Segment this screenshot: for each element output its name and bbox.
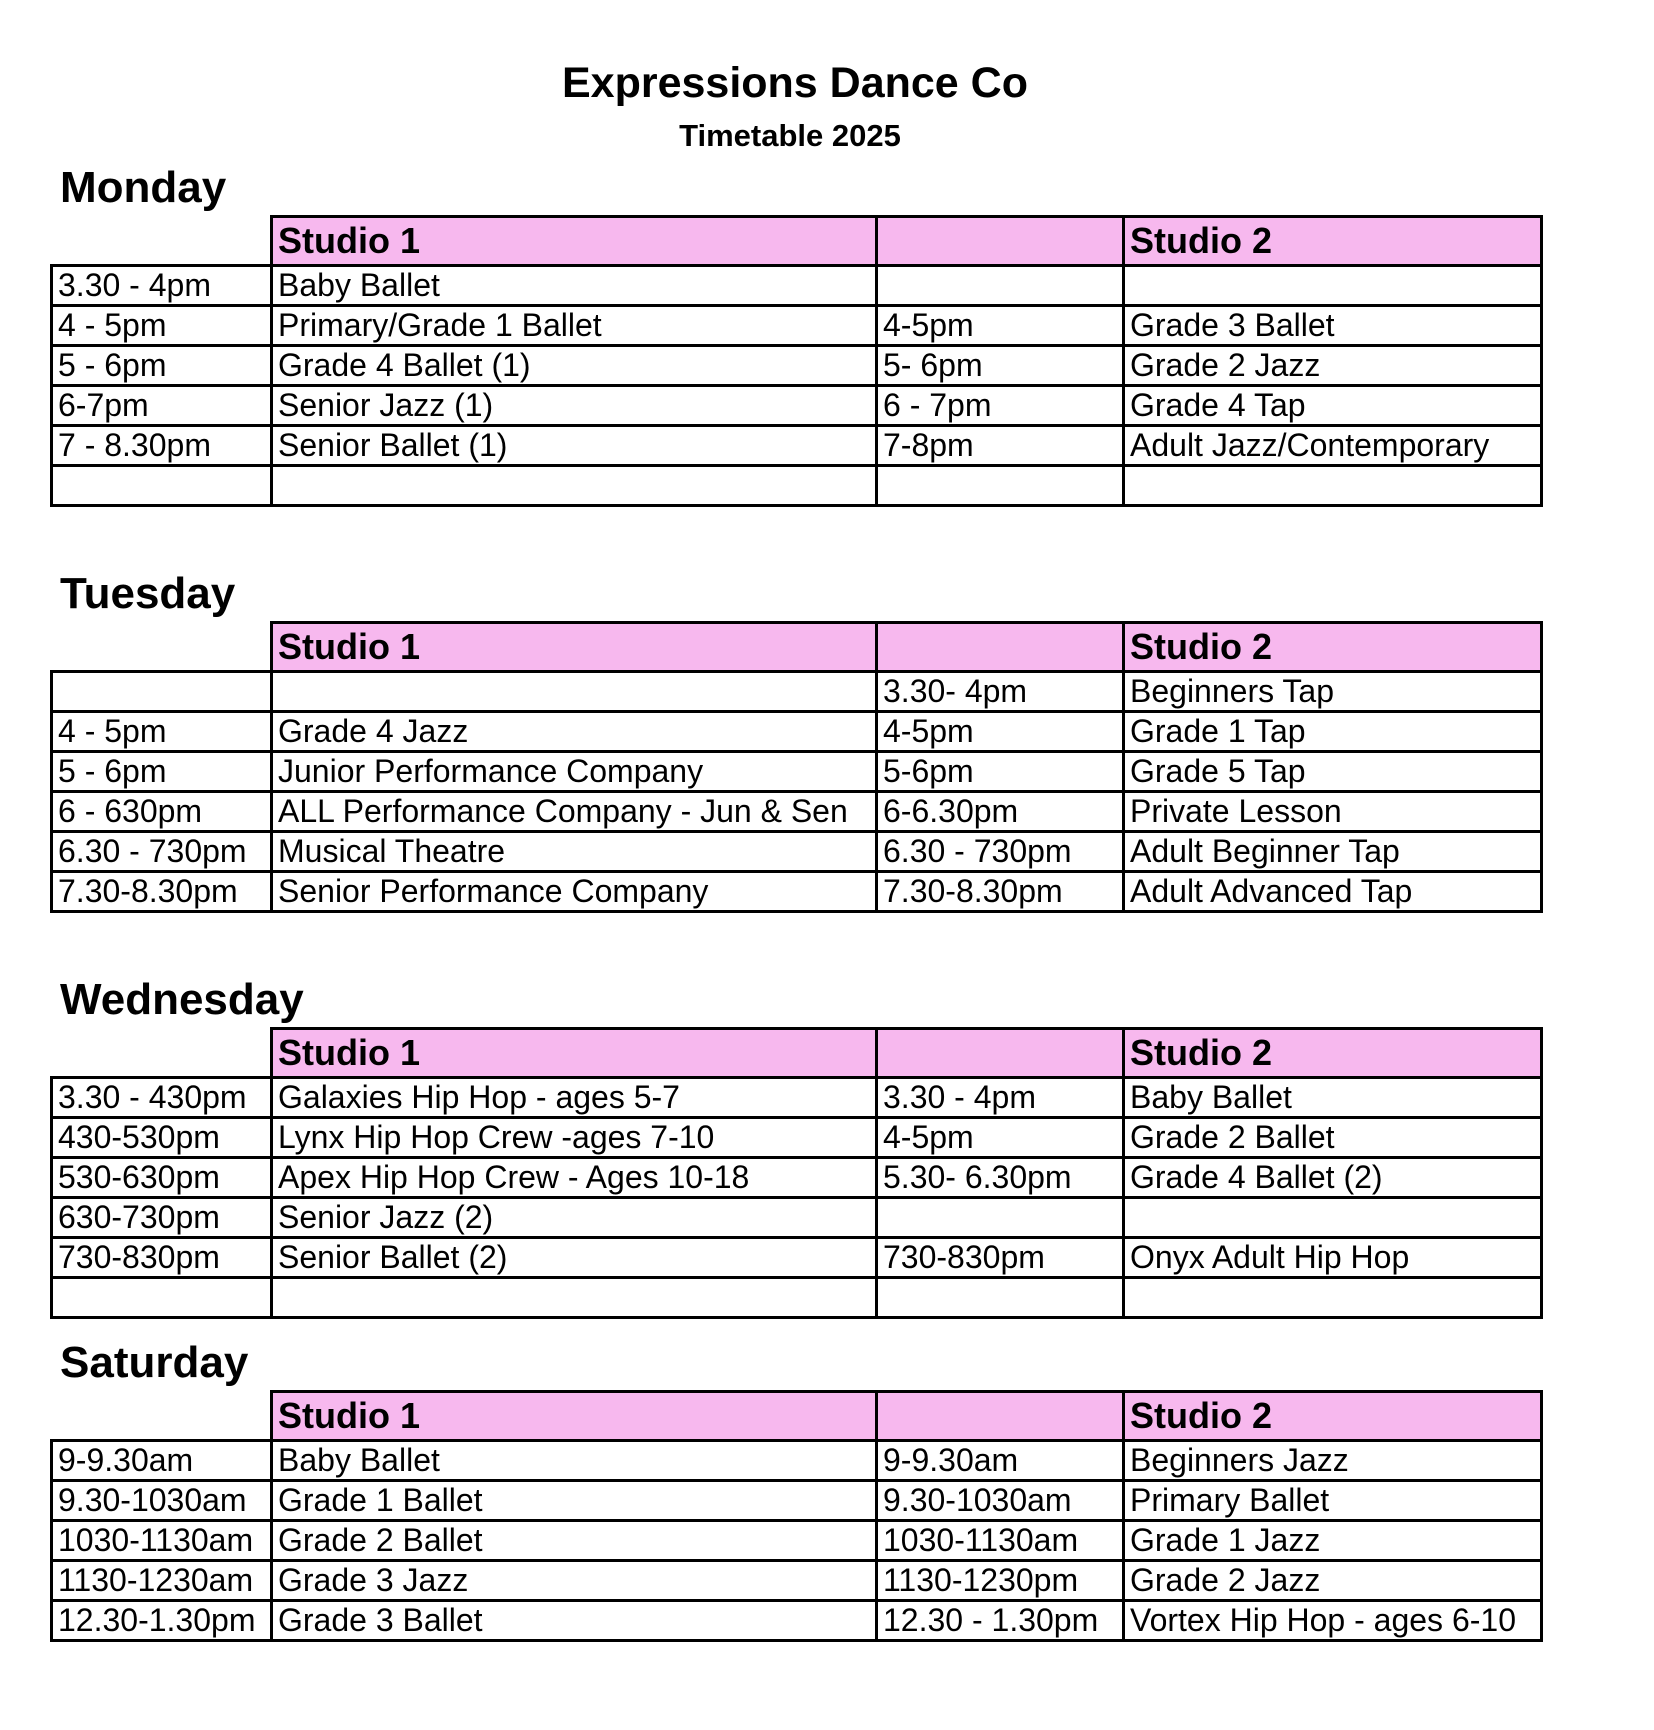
time-cell: 6 - 7pm	[877, 386, 1124, 426]
time-cell: 9-9.30am	[877, 1441, 1124, 1481]
time-cell: 7.30-8.30pm	[877, 872, 1124, 912]
class-cell: Senior Jazz (2)	[272, 1198, 877, 1238]
day-heading: Wednesday	[60, 975, 304, 1024]
studio-1-header: Studio 1	[272, 1029, 877, 1078]
time-cell	[877, 266, 1124, 306]
class-cell: Grade 4 Ballet (2)	[1124, 1158, 1542, 1198]
class-cell	[1124, 466, 1542, 506]
table-row	[52, 306, 1542, 346]
time-cell: 6.30 - 730pm	[52, 832, 272, 872]
table-row	[52, 466, 1542, 506]
time-cell: 1030-1130am	[877, 1521, 1124, 1561]
timetable-monday	[50, 215, 1543, 507]
class-cell	[1124, 1278, 1542, 1318]
timetable-body	[52, 1392, 1542, 1641]
table-row	[52, 1481, 1542, 1521]
class-cell	[1124, 1198, 1542, 1238]
time-cell: 5 - 6pm	[52, 346, 272, 386]
class-cell: Baby Ballet	[272, 266, 877, 306]
time-header-cell	[877, 217, 1124, 266]
time-cell	[877, 1198, 1124, 1238]
class-cell: Galaxies Hip Hop - ages 5-7	[272, 1078, 877, 1118]
class-cell: Grade 4 Ballet (1)	[272, 346, 877, 386]
table-row	[52, 752, 1542, 792]
table-row	[52, 712, 1542, 752]
class-cell: Musical Theatre	[272, 832, 877, 872]
day-heading: Tuesday	[60, 569, 236, 618]
time-cell: 6.30 - 730pm	[877, 832, 1124, 872]
time-cell: 4-5pm	[877, 712, 1124, 752]
class-cell	[272, 466, 877, 506]
table-row	[52, 872, 1542, 912]
time-cell: 7-8pm	[877, 426, 1124, 466]
time-header-cell	[877, 1029, 1124, 1078]
class-cell: Apex Hip Hop Crew - Ages 10-18	[272, 1158, 877, 1198]
empty-header-cell	[52, 1392, 272, 1441]
day-section-tuesday	[50, 566, 1540, 913]
class-cell: Senior Performance Company	[272, 872, 877, 912]
class-cell: Grade 1 Tap	[1124, 712, 1542, 752]
time-cell: 630-730pm	[52, 1198, 272, 1238]
time-cell: 3.30 - 4pm	[877, 1078, 1124, 1118]
time-cell: 730-830pm	[877, 1238, 1124, 1278]
studio-2-header: Studio 2	[1124, 1029, 1542, 1078]
timetable-body	[52, 217, 1542, 506]
class-cell: Baby Ballet	[1124, 1078, 1542, 1118]
class-cell: Senior Ballet (1)	[272, 426, 877, 466]
table-row	[52, 1601, 1542, 1641]
page-subtitle: Timetable 2025	[679, 118, 901, 153]
studio-header-row	[52, 1392, 1542, 1441]
time-cell: 7.30-8.30pm	[52, 872, 272, 912]
table-row	[52, 792, 1542, 832]
class-cell: Grade 3 Jazz	[272, 1561, 877, 1601]
class-cell	[272, 672, 877, 712]
time-cell: 1130-1230pm	[877, 1561, 1124, 1601]
page-title: Expressions Dance Co	[561, 59, 1028, 107]
time-cell: 430-530pm	[52, 1118, 272, 1158]
time-cell: 5-6pm	[877, 752, 1124, 792]
time-cell	[877, 1278, 1124, 1318]
time-cell: 9.30-1030am	[52, 1481, 272, 1521]
time-cell: 530-630pm	[52, 1158, 272, 1198]
day-heading: Saturday	[60, 1338, 249, 1387]
empty-header-cell	[52, 623, 272, 672]
table-row	[52, 1198, 1542, 1238]
class-cell: Grade 1 Jazz	[1124, 1521, 1542, 1561]
class-cell: Adult Advanced Tap	[1124, 872, 1542, 912]
table-row	[52, 672, 1542, 712]
class-cell: Grade 4 Tap	[1124, 386, 1542, 426]
class-cell: Grade 5 Tap	[1124, 752, 1542, 792]
class-cell: Grade 2 Jazz	[1124, 346, 1542, 386]
time-cell	[877, 466, 1124, 506]
class-cell: Primary Ballet	[1124, 1481, 1542, 1521]
table-row	[52, 346, 1542, 386]
day-section-wednesday	[50, 972, 1540, 1319]
time-cell: 6 - 630pm	[52, 792, 272, 832]
class-cell	[272, 1278, 877, 1318]
table-row	[52, 1561, 1542, 1601]
time-cell: 3.30 - 4pm	[52, 266, 272, 306]
timetable-wednesday	[50, 1027, 1543, 1319]
day-heading: Monday	[60, 163, 227, 212]
time-cell: 4 - 5pm	[52, 712, 272, 752]
time-cell: 7 - 8.30pm	[52, 426, 272, 466]
day-section-monday	[50, 160, 1540, 507]
table-row	[52, 426, 1542, 466]
table-row	[52, 1238, 1542, 1278]
time-cell: 12.30 - 1.30pm	[877, 1601, 1124, 1641]
studio-header-row	[52, 217, 1542, 266]
studio-2-header: Studio 2	[1124, 217, 1542, 266]
table-row	[52, 1441, 1542, 1481]
time-cell: 5- 6pm	[877, 346, 1124, 386]
studio-2-header: Studio 2	[1124, 1392, 1542, 1441]
class-cell: Grade 2 Ballet	[1124, 1118, 1542, 1158]
class-cell: Adult Beginner Tap	[1124, 832, 1542, 872]
time-cell: 4 - 5pm	[52, 306, 272, 346]
time-header-cell	[877, 1392, 1124, 1441]
class-cell: Vortex Hip Hop - ages 6-10	[1124, 1601, 1542, 1641]
studio-1-header: Studio 1	[272, 217, 877, 266]
class-cell: Onyx Adult Hip Hop	[1124, 1238, 1542, 1278]
time-cell: 6-7pm	[52, 386, 272, 426]
class-cell: Beginners Tap	[1124, 672, 1542, 712]
time-cell: 730-830pm	[52, 1238, 272, 1278]
class-cell: Junior Performance Company	[272, 752, 877, 792]
class-cell: Adult Jazz/Contemporary	[1124, 426, 1542, 466]
timetable-tuesday	[50, 621, 1543, 913]
time-cell: 4-5pm	[877, 306, 1124, 346]
time-cell: 3.30- 4pm	[877, 672, 1124, 712]
class-cell: Grade 3 Ballet	[272, 1601, 877, 1641]
time-cell: 6-6.30pm	[877, 792, 1124, 832]
time-cell	[52, 1278, 272, 1318]
table-row	[52, 266, 1542, 306]
class-cell: Beginners Jazz	[1124, 1441, 1542, 1481]
studio-1-header: Studio 1	[272, 623, 877, 672]
table-row	[52, 1158, 1542, 1198]
time-cell: 12.30-1.30pm	[52, 1601, 272, 1641]
timetable-body	[52, 623, 1542, 912]
class-cell: ALL Performance Company - Jun & Sen	[272, 792, 877, 832]
time-cell: 5 - 6pm	[52, 752, 272, 792]
empty-header-cell	[52, 1029, 272, 1078]
studio-2-header: Studio 2	[1124, 623, 1542, 672]
class-cell: Grade 4 Jazz	[272, 712, 877, 752]
time-cell: 1130-1230am	[52, 1561, 272, 1601]
class-cell: Baby Ballet	[272, 1441, 877, 1481]
empty-header-cell	[52, 217, 272, 266]
time-header-cell	[877, 623, 1124, 672]
studio-header-row	[52, 1029, 1542, 1078]
table-row	[52, 1078, 1542, 1118]
time-cell: 9-9.30am	[52, 1441, 272, 1481]
table-row	[52, 1521, 1542, 1561]
time-cell: 4-5pm	[877, 1118, 1124, 1158]
timetable-body	[52, 1029, 1542, 1318]
class-cell: Grade 3 Ballet	[1124, 306, 1542, 346]
timetable-saturday	[50, 1390, 1543, 1642]
time-cell: 3.30 - 430pm	[52, 1078, 272, 1118]
class-cell: Grade 1 Ballet	[272, 1481, 877, 1521]
table-row	[52, 1278, 1542, 1318]
class-cell: Private Lesson	[1124, 792, 1542, 832]
table-row	[52, 386, 1542, 426]
time-cell: 5.30- 6.30pm	[877, 1158, 1124, 1198]
time-cell	[52, 672, 272, 712]
time-cell: 1030-1130am	[52, 1521, 272, 1561]
class-cell: Primary/Grade 1 Ballet	[272, 306, 877, 346]
day-section-saturday	[50, 1335, 1540, 1642]
class-cell: Senior Ballet (2)	[272, 1238, 877, 1278]
studio-header-row	[52, 623, 1542, 672]
studio-1-header: Studio 1	[272, 1392, 877, 1441]
class-cell	[1124, 266, 1542, 306]
class-cell: Senior Jazz (1)	[272, 386, 877, 426]
table-row	[52, 832, 1542, 872]
class-cell: Grade 2 Jazz	[1124, 1561, 1542, 1601]
table-row	[52, 1118, 1542, 1158]
class-cell: Grade 2 Ballet	[272, 1521, 877, 1561]
time-cell: 9.30-1030am	[877, 1481, 1124, 1521]
time-cell	[52, 466, 272, 506]
class-cell: Lynx Hip Hop Crew -ages 7-10	[272, 1118, 877, 1158]
